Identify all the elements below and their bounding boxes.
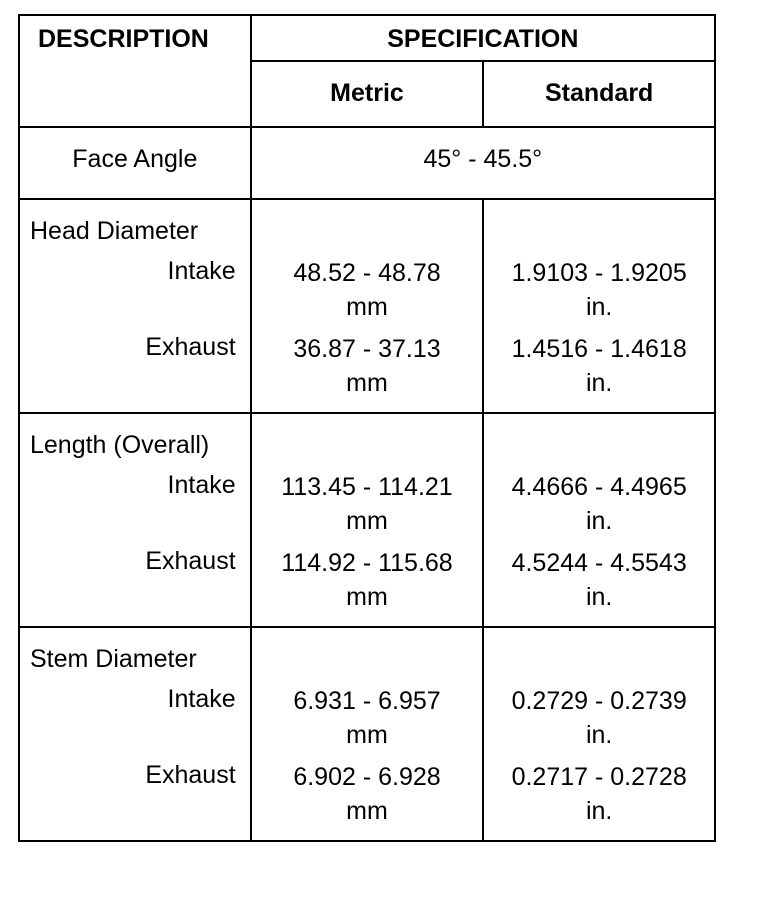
valve-spec-table [18,14,716,842]
metric-unit: mm [346,721,388,749]
metric-unit: mm [346,583,388,611]
standard-value: 4.4666 - 4.4965 [511,473,687,501]
specification-header: SPECIFICATION [251,15,715,61]
description-header: DESCRIPTION [19,15,251,127]
standard-header: Standard [483,61,715,127]
metric-value: 6.931 - 6.957 [293,687,441,715]
sub-label-intake: Intake [167,685,236,713]
standard-values [483,413,715,627]
metric-header: Metric [251,61,484,127]
spec-group-labels [19,627,251,841]
face-angle-label: Face Angle [19,127,251,199]
standard-unit: in. [585,369,613,397]
sub-label-intake: Intake [167,257,236,285]
face-angle-row [19,127,715,199]
sub-label-exhaust: Exhaust [145,547,236,575]
standard-unit: in. [585,583,613,611]
metric-value: 48.52 - 48.78 [293,259,441,287]
spec-group-row [19,627,715,841]
sub-label-exhaust: Exhaust [145,333,236,361]
metric-unit: mm [346,797,388,825]
metric-unit: mm [346,369,388,397]
spec-group-labels [19,199,251,413]
standard-unit: in. [585,797,613,825]
sub-label-exhaust: Exhaust [145,761,236,789]
metric-unit: mm [346,507,388,535]
standard-unit: in. [585,293,613,321]
spec-group-row [19,413,715,627]
standard-value: 1.9103 - 1.9205 [511,259,687,287]
spec-group-labels [19,413,251,627]
metric-value: 114.92 - 115.68 [281,549,453,577]
face-angle-value: 45° - 45.5° [251,127,715,199]
standard-values [483,199,715,413]
group-title: Length (Overall) [30,431,210,459]
standard-unit: in. [585,507,613,535]
standard-value: 0.2717 - 0.2728 [511,763,687,791]
group-title: Head Diameter [30,217,199,245]
standard-values [483,627,715,841]
metric-unit: mm [346,293,388,321]
metric-values [251,627,484,841]
metric-values [251,199,484,413]
metric-value: 36.87 - 37.13 [293,335,441,363]
sub-label-intake: Intake [167,471,236,499]
group-title: Stem Diameter [30,645,197,673]
metric-value: 6.902 - 6.928 [293,763,441,791]
metric-values [251,413,484,627]
standard-value: 1.4516 - 1.4618 [511,335,687,363]
standard-value: 0.2729 - 0.2739 [511,687,687,715]
standard-unit: in. [585,721,613,749]
spec-group-row [19,199,715,413]
metric-value: 113.45 - 114.21 [281,473,453,501]
standard-value: 4.5244 - 4.5543 [511,549,687,577]
